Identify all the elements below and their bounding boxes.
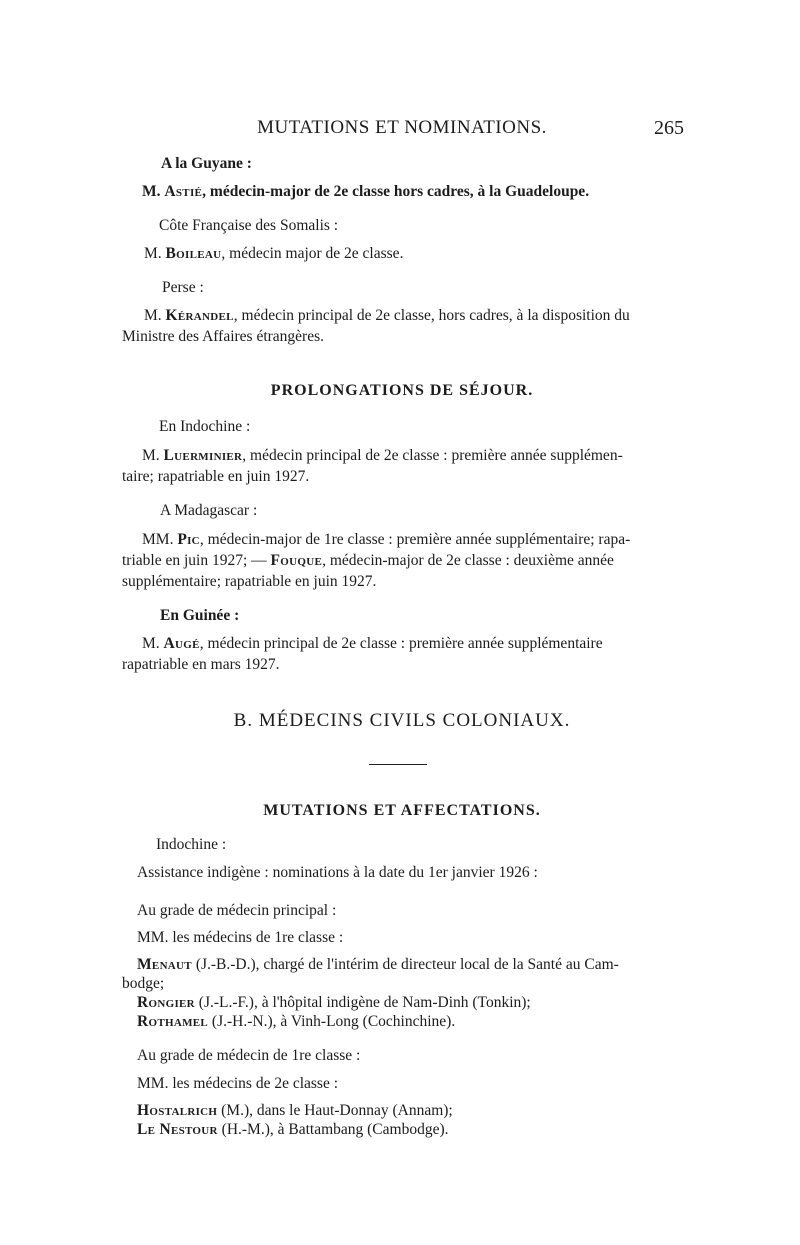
running-head-title: MUTATIONS ET NOMINATIONS.: [257, 117, 547, 138]
guinee-entry-line1: [142, 634, 603, 654]
person-name: Fouque: [270, 552, 323, 569]
entry-text: , médecin principal de 2e classe : première année supplémen-: [242, 447, 623, 464]
person-name: Le Nestour: [137, 1121, 218, 1138]
somalis-label: Côte Française des Somalis :: [159, 217, 339, 234]
entry-text: , médecin-major de 1re classe : première année supplémentaire; rapa-: [199, 531, 631, 548]
entry-menaut-line2: bodge;: [122, 975, 165, 992]
entry-text: (J.-H.-N.), à Vinh-Long (Cochinchine).: [208, 1013, 456, 1030]
perse-entry-line2: Ministre des Affaires étrangères.: [122, 328, 325, 345]
entry-text: , médecin principal de 2e classe, hors cadres, à la disposition du: [233, 307, 630, 324]
person-name: Kérandel: [165, 307, 234, 324]
somalis-entry: [144, 244, 403, 264]
page-number: 265: [654, 117, 684, 139]
guyane-entry: M. Astié, médecin-major de 2e classe hors cadres, à la Guadeloupe.: [142, 183, 590, 200]
grade-principal-line: Au grade de médecin principal :: [137, 902, 337, 919]
person-name: Boileau: [165, 245, 222, 262]
mm-1re-line: MM. les médecins de 1re classe :: [137, 929, 344, 946]
entry-prefix: M.: [144, 307, 166, 324]
madagascar-entry-line1: [142, 530, 630, 550]
assistance-line: Assistance indigène : nominations à la date du 1er janvier 1926 :: [137, 864, 538, 881]
entry-text: (M.), dans le Haut-Donnay (Annam);: [217, 1102, 453, 1119]
indochine-label: En Indochine :: [159, 418, 251, 435]
entry-text: , médecin principal de 2e classe : première année supplémentaire: [199, 635, 603, 652]
perse-entry-line1: [144, 306, 630, 326]
entry-prefix: MM.: [142, 531, 178, 548]
guyane-label: A la Guyane :: [161, 155, 252, 172]
person-name: Menaut: [137, 956, 192, 973]
guinee-entry-line2: rapatriable en mars 1927.: [122, 656, 280, 673]
section-divider: [369, 764, 427, 765]
indochine-entry-line2: taire; rapatriable en juin 1927.: [122, 468, 310, 485]
perse-label: Perse :: [162, 279, 204, 296]
entry-prefix: M.: [142, 635, 164, 652]
person-name: Rothamel: [137, 1013, 209, 1030]
running-head: [120, 117, 684, 143]
entry-hostalrich: [137, 1101, 453, 1121]
entry-text: , médecin major de 2e classe.: [221, 245, 404, 262]
madagascar-label: A Madagascar :: [160, 502, 258, 519]
grade-1re-line: Au grade de médecin de 1re classe :: [137, 1047, 361, 1064]
entry-prefix: M.: [142, 447, 164, 464]
person-name: Pic: [177, 531, 200, 548]
section-b-heading: B. MÉDECINS CIVILS COLONIAUX.: [233, 710, 571, 731]
entry-text: , médecin-major de 2e classe hors cadres, à la Guadeloupe.: [202, 183, 590, 200]
entry-menaut-line1: [137, 955, 619, 975]
indochine-entry-line1: [142, 446, 623, 466]
person-name: Hostalrich: [137, 1102, 218, 1119]
entry-prefix: M.: [144, 245, 166, 262]
entry-rongier: [137, 993, 531, 1013]
person-name: Astié: [164, 183, 203, 200]
entry-text: (H.-M.), à Battambang (Cambodge).: [217, 1121, 449, 1138]
entry-le-nestour: [137, 1120, 449, 1140]
entry-text: (J.-L.-F.), à l'hôpital indigène de Nam-Dinh (Tonkin);: [194, 994, 531, 1011]
entry-text: triable en juin 1927; —: [122, 552, 271, 569]
section-b-subheading: MUTATIONS ET AFFECTATIONS.: [263, 802, 541, 819]
madagascar-entry-line3: supplémentaire; rapatriable en juin 1927.: [122, 573, 377, 590]
entry-rothamel: [137, 1012, 455, 1032]
guinee-label: En Guinée :: [160, 607, 240, 624]
person-name: Rongier: [137, 994, 195, 1011]
indochine-b-label: Indochine :: [156, 836, 227, 853]
madagascar-entry-line2: [122, 551, 614, 571]
entry-text: , médecin-major de 2e classe : deuxième année: [322, 552, 614, 569]
mm-2e-line: MM. les médecins de 2e classe :: [137, 1075, 339, 1092]
person-name: Augé: [163, 635, 200, 652]
entry-text: (J.-B.-D.), chargé de l'intérim de directeur local de la Santé au Cam-: [191, 956, 619, 973]
prolongations-heading: PROLONGATIONS DE SÉJOUR.: [270, 382, 534, 399]
person-name: Luerminier: [163, 447, 243, 464]
